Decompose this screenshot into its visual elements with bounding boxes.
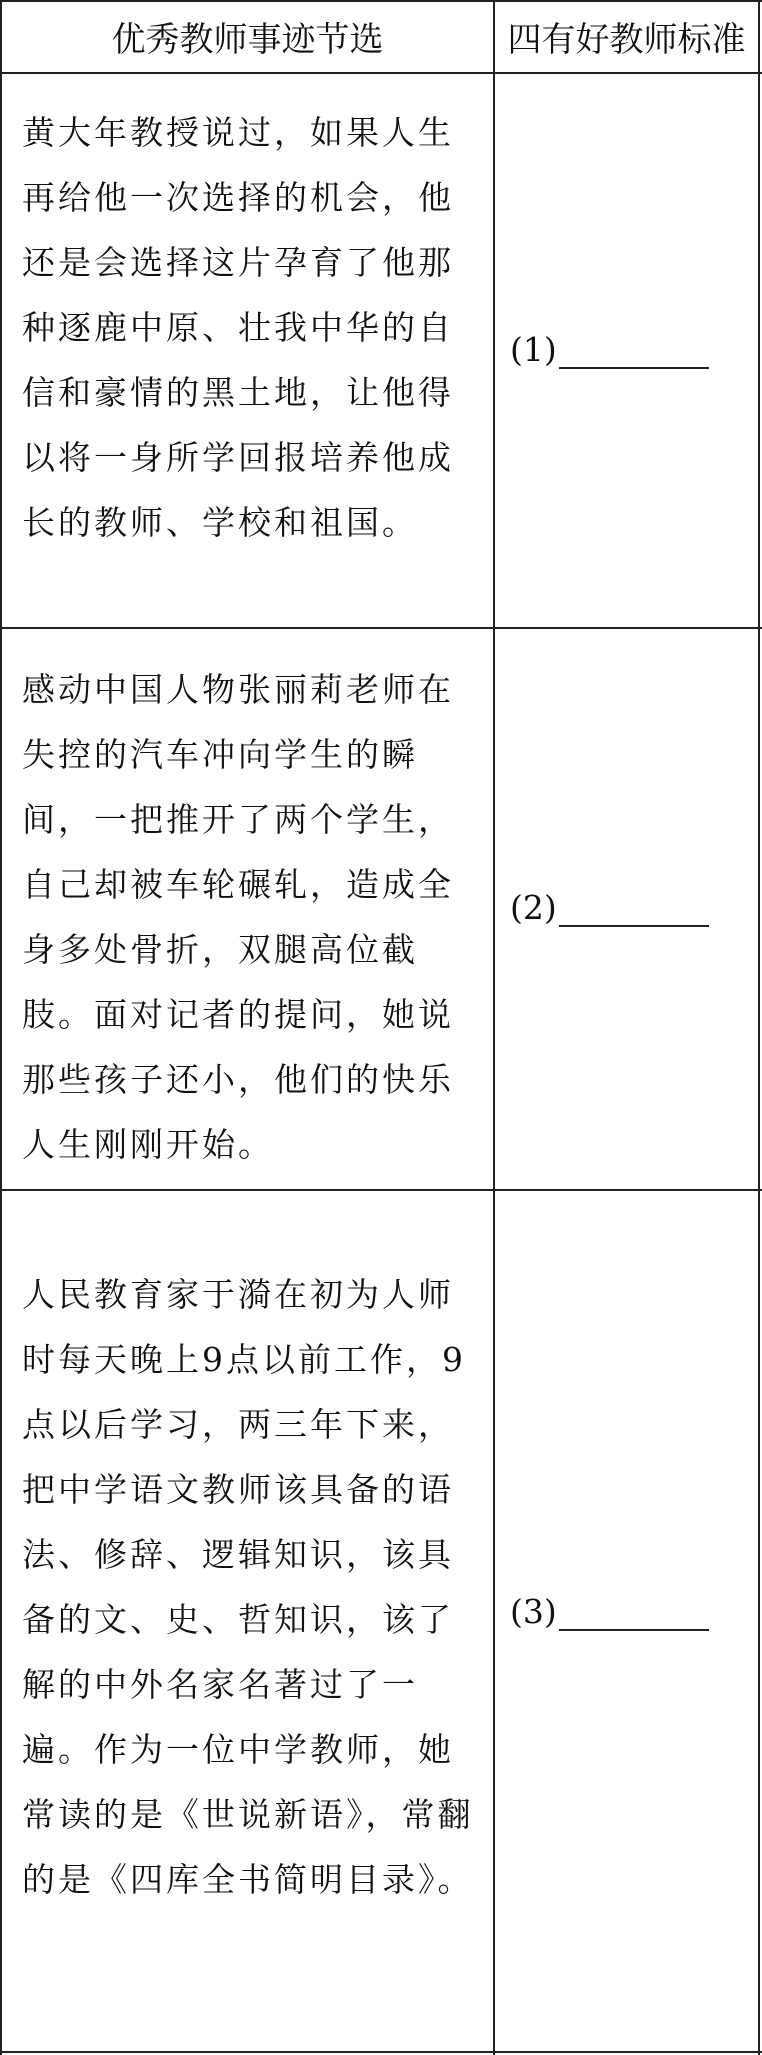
- excerpt-text-3: 人民教育家于漪在初为人师时每天晚上9点以前工作，9点以后学习，两三年下来，把中学语文教师该具备的语法、修辞、逻辑知识，该具备的文、史、哲知识，该了解的中外名家名著过了一遍。作为一位中学教师，她常读的是《世说新语》，常翻的是《四库全书简明目录》。: [22, 1275, 474, 1899]
- answer-blank-3[interactable]: [510, 1592, 710, 1631]
- blank-label-2: (2): [510, 888, 557, 927]
- table-column-divider: [493, 0, 495, 2055]
- header-right: 四有好教师标准: [507, 19, 746, 60]
- row-divider: [0, 1189, 762, 1191]
- table-border-bottom: [0, 2051, 762, 2053]
- excerpt-text-1: 黄大年教授说过，如果人生再给他一次选择的机会，他还是会选择这片孕育了他那种逐鹿中原、壮我中华的自信和豪情的黑土地，让他得以将一身所学回报培养他成长的教师、学校和祖国。: [22, 113, 454, 542]
- blank-line-3[interactable]: [559, 1601, 709, 1631]
- blank-label-3: (3): [510, 1592, 557, 1631]
- header-divider: [0, 72, 762, 74]
- header-left: 优秀教师事迹节选: [111, 19, 384, 60]
- row-divider: [0, 627, 762, 629]
- table-border-left: [0, 0, 2, 2055]
- blank-line-2[interactable]: [559, 897, 709, 927]
- blank-label-1: (1): [510, 330, 557, 369]
- blank-line-1[interactable]: [559, 339, 709, 369]
- answer-blank-2[interactable]: [510, 888, 710, 927]
- answer-blank-1[interactable]: [510, 330, 710, 369]
- table-border-right: [758, 0, 760, 2055]
- excerpt-text-2: 感动中国人物张丽莉老师在失控的汽车冲向学生的瞬间，一把推开了两个学生，自己却被车轮碾轧，造成全身多处骨折，双腿高位截肢。面对记者的提问，她说那些孩子还小，他们的快乐人生刚刚开始。: [22, 670, 454, 1164]
